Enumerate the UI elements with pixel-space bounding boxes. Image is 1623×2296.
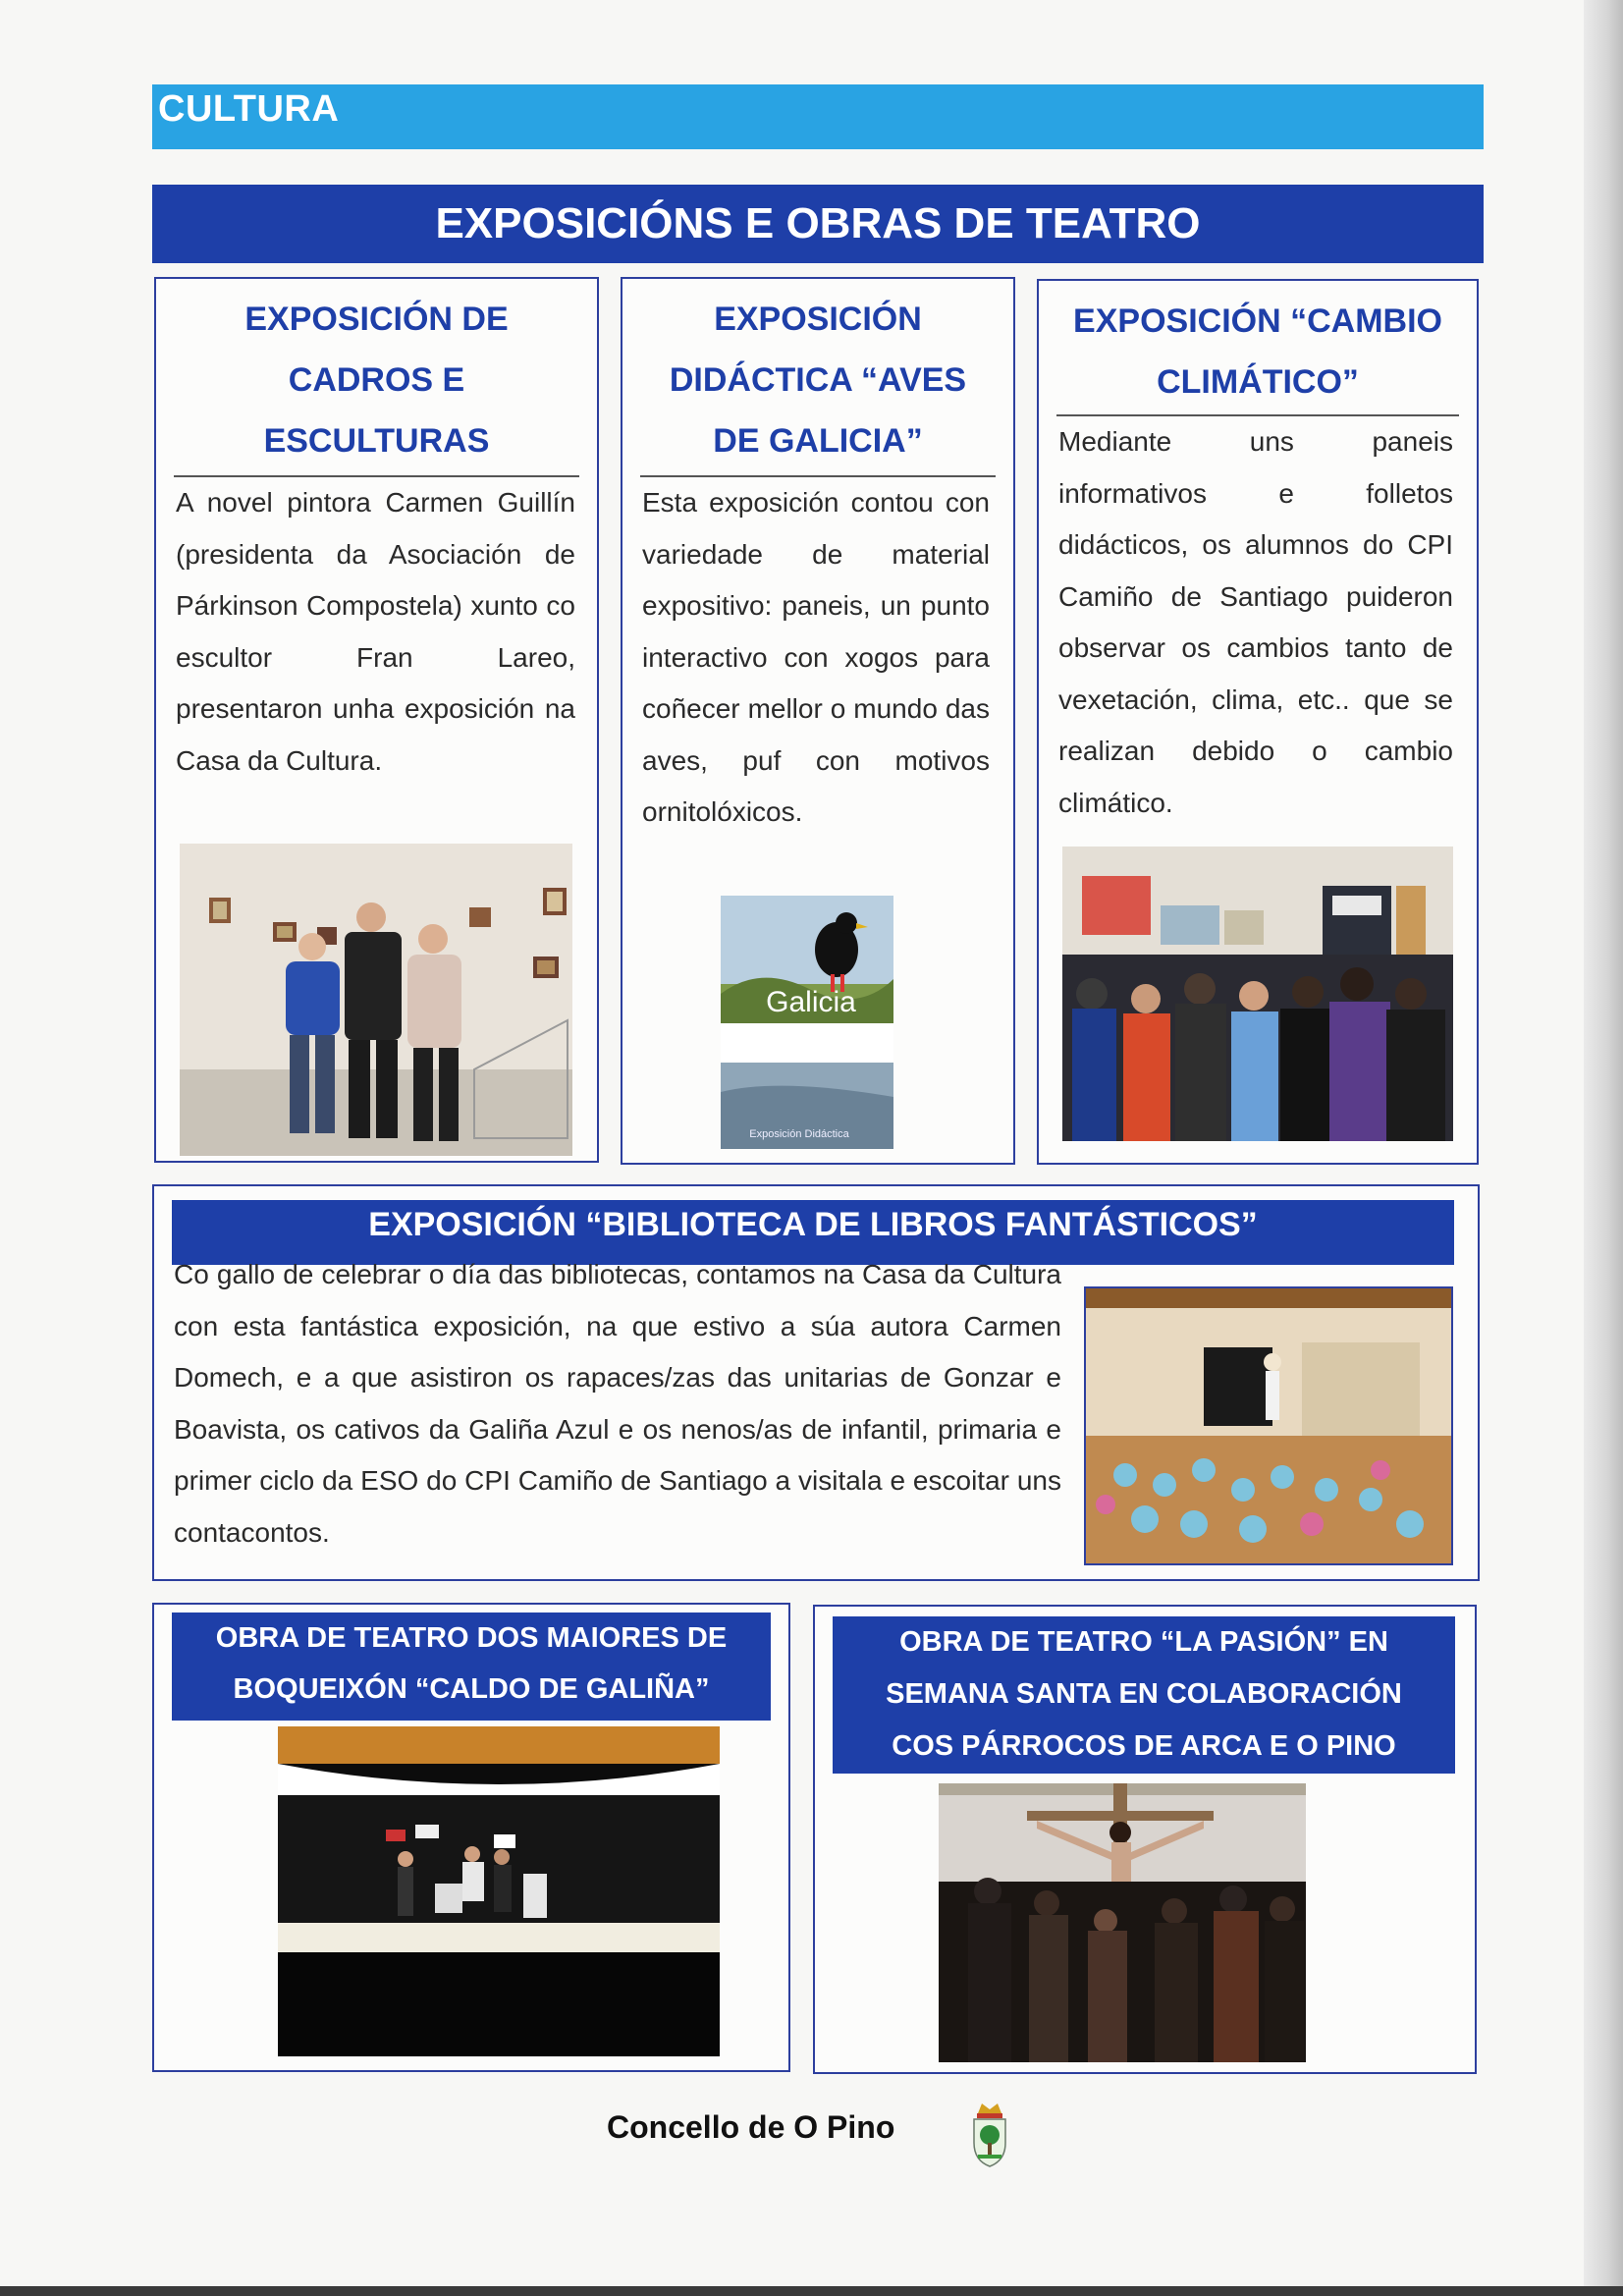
exhibit-paintings-box bbox=[154, 277, 599, 1163]
birds-poster bbox=[721, 896, 893, 1149]
box-title-line: SEMANA SANTA EN COLABORACIÓN bbox=[886, 1678, 1402, 1710]
box-title-line: BOQUEIXÓN “CALDO DE GALIÑA” bbox=[233, 1673, 710, 1705]
box-body: Esta exposición contou con variedade de material expositivo: paneis, un punto interactivo con xogos para coñecer mellor o mundo das aves, puf con motivos ornitolóxicos. bbox=[642, 487, 990, 827]
exhibit-library-box bbox=[152, 1184, 1480, 1581]
poster-caption: Exposición Didáctica bbox=[749, 1128, 849, 1140]
box-title-line: EXPOSICIÓN DE bbox=[244, 301, 509, 338]
box-title-line: CLIMÁTICO” bbox=[1157, 363, 1359, 401]
section-bar bbox=[152, 84, 1484, 149]
box-title bbox=[833, 1616, 1455, 1774]
box-title-line: COS PÁRROCOS DE ARCA E O PINO bbox=[892, 1730, 1396, 1762]
box-title-line: EXPOSICIÓN bbox=[714, 301, 922, 338]
box-title-line: ESCULTURAS bbox=[263, 422, 490, 460]
box-title-line: CADROS E bbox=[288, 361, 465, 399]
theatre-passion-box bbox=[813, 1605, 1477, 2074]
storytelling-photo bbox=[1084, 1286, 1453, 1565]
main-title: EXPOSICIÓNS E OBRAS DE TEATRO bbox=[152, 185, 1484, 263]
exhibit-birds-box bbox=[621, 277, 1015, 1165]
poster-title: Galicia bbox=[766, 986, 856, 1018]
footer-text: Concello de O Pino bbox=[607, 2109, 895, 2145]
box-title-line: DIDÁCTICA “AVES bbox=[669, 361, 967, 399]
section-label: CULTURA bbox=[158, 88, 340, 130]
bottom-edge bbox=[0, 2286, 1623, 2296]
box-title-line: DE GALICIA” bbox=[713, 422, 923, 460]
artists-photo bbox=[180, 844, 572, 1156]
box-title-line: OBRA DE TEATRO “LA PASIÓN” EN bbox=[899, 1626, 1388, 1658]
box-title-line: EXPOSICIÓN “CAMBIO bbox=[1073, 302, 1442, 340]
exhibit-climate-box bbox=[1037, 279, 1479, 1165]
box-body: Co gallo de celebrar o día das bibliotecas, contamos na Casa da Cultura con esta fantástica exposición, na que estivo a súa autora Carmen Domech, e a que asistiron os rapaces/zas das unitarias de Gonzar e Boavista, os cativos da Galiña Azul e os nenos/as de infantil, primaria e primer ciclo da ESO do CPI Camiño de Santiago a visitala e escoitar uns contacontos. bbox=[174, 1259, 1061, 1548]
box-title: EXPOSICIÓN “BIBLIOTECA DE LIBROS FANTÁSTICOS” bbox=[172, 1200, 1454, 1265]
box-body: Mediante uns paneis informativos e folletos didácticos, os alumnos do CPI Camiño de Santiago puideron observar os cambios tanto de vexetación, clima, etc.. que se realizan debido o cambio climático. bbox=[1058, 426, 1453, 818]
students-photo bbox=[1062, 847, 1453, 1141]
page-edge bbox=[1584, 0, 1623, 2296]
theatre-elders-box bbox=[152, 1603, 790, 2072]
box-title-line: OBRA DE TEATRO DOS MAIORES DE bbox=[215, 1622, 728, 1654]
coat-of-arms-logo bbox=[970, 2100, 1009, 2168]
crucifixion-photo bbox=[939, 1783, 1306, 2062]
box-title bbox=[172, 1613, 771, 1721]
box-body: A novel pintora Carmen Guillín (presidenta da Asociación de Párkinson Compostela) xunto co escultor Fran Lareo, presentaron unha exposición na Casa da Cultura. bbox=[176, 487, 575, 776]
stage-photo bbox=[278, 1726, 720, 2056]
